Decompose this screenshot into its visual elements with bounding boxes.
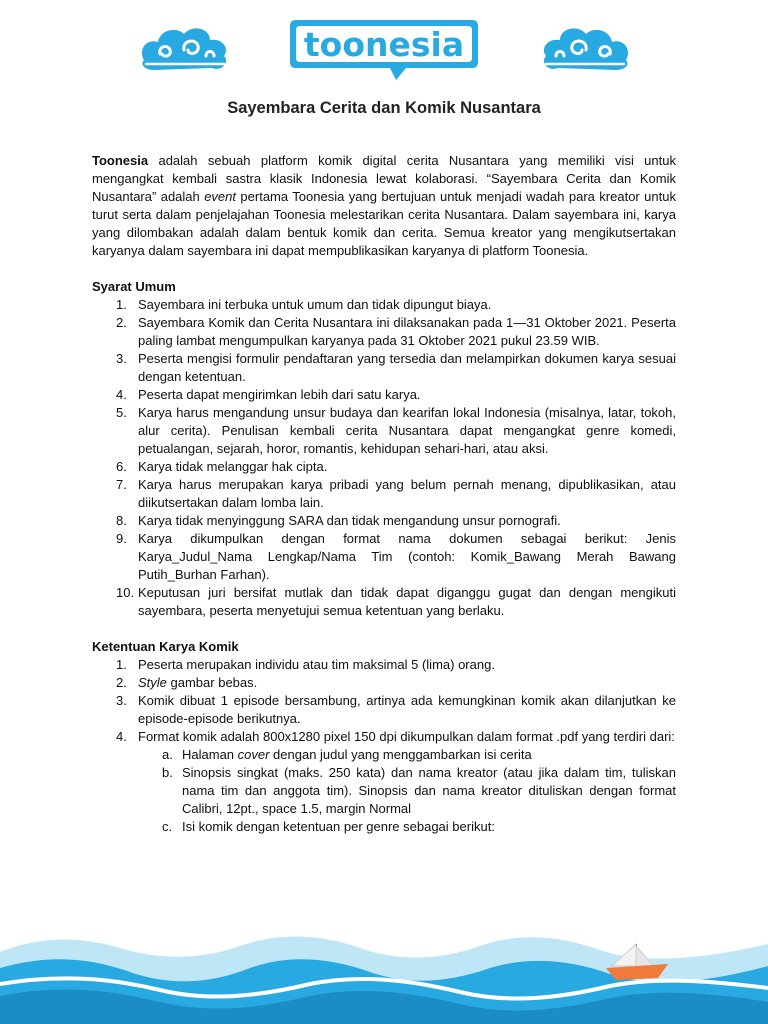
ketentuan-komik-list	[92, 656, 676, 836]
list-number: 2.	[116, 315, 127, 330]
intro-paragraph	[92, 152, 676, 260]
sublist-item	[138, 764, 676, 818]
list-item	[92, 296, 676, 314]
list-item	[92, 476, 676, 512]
list-text: Keputusan juri bersifat mutlak dan tidak dapat diganggu gugat dan dengan mengikuti sayembara, peserta menyetujui semua ketentuan yang berlaku.	[138, 585, 676, 618]
list-item	[92, 458, 676, 476]
sublist-italic-word: cover	[237, 747, 270, 762]
list-item	[92, 584, 676, 620]
list-text: Peserta mengisi formulir pendaftaran yang tersedia dan melampirkan dokumen karya sesuai dengan ketentuan.	[138, 351, 676, 384]
list-text: Format komik adalah 800x1280 pixel 150 dpi dikumpulkan dalam format .pdf yang terdiri dari:	[138, 729, 675, 744]
list-number: 1.	[116, 657, 127, 672]
intro-brand-word: Toonesia	[92, 153, 149, 168]
list-number: 6.	[116, 459, 127, 474]
footer-waves	[0, 918, 768, 1024]
list-item	[92, 674, 676, 692]
sublist-letter: c.	[162, 819, 173, 834]
list-item	[92, 350, 676, 386]
list-item	[92, 692, 676, 728]
list-number: 1.	[116, 297, 127, 312]
list-number: 2.	[116, 675, 127, 690]
list-item	[92, 404, 676, 458]
list-text: Karya tidak melanggar hak cipta.	[138, 459, 328, 474]
list-item	[92, 386, 676, 404]
page-title: Sayembara Cerita dan Komik Nusantara	[227, 99, 541, 117]
list-number: 3.	[116, 693, 127, 708]
sublist-item	[138, 818, 676, 836]
list-text: Karya harus mengandung unsur budaya dan kearifan lokal Indonesia (misalnya, latar, tokoh, alur cerita). Penulisan kembali cerita Nusantara dapat mengangkat genre komedi, petualangan, sejarah, horor, romantis, kehidupan sehari-hari, atau aksi.	[138, 405, 676, 456]
list-item	[92, 512, 676, 530]
cloud-ornament-left-icon	[136, 20, 232, 76]
list-number: 3.	[116, 351, 127, 366]
list-item	[92, 728, 676, 836]
list-text: Komik dibuat 1 episode bersambung, artinya ada kemungkinan komik akan dilanjutkan ke episode-episode berikutnya.	[138, 693, 676, 726]
list-text: Karya dikumpulkan dengan format nama dokumen sebagai berikut: Jenis Karya_Judul_Nama Lengkap/Nama Tim (contoh: Komik_Bawang Merah Bawang Putih_Burhan Farhan).	[138, 531, 676, 582]
wave-front-dark	[0, 989, 768, 1024]
sublist-letter: a.	[162, 747, 173, 762]
sublist-text-pre: Halaman	[182, 747, 238, 762]
intro-part2: pertama Toonesia yang bertujuan untuk menjadi wadah para kreator untuk turut serta dalam penjelajahan Toonesia melestarikan cerita Nusantara. Dalam sayembara ini, karya yang dilombakan adalah dalam bentuk komik dan cerita. Semua kreator yang mengikutsertakan karyanya dalam sayembara ini dapat mempublikasikan karyanya di platform Toonesia.	[92, 189, 676, 258]
list-item	[92, 656, 676, 674]
list-number: 8.	[116, 513, 127, 528]
list-text: Peserta merupakan individu atau tim maksimal 5 (lima) orang.	[138, 657, 495, 672]
intro-event-word: event	[204, 189, 236, 204]
list-text: Sayembara ini terbuka untuk umum dan tidak dipungut biaya.	[138, 297, 492, 312]
intro-part1: adalah sebuah platform komik digital cerita Nusantara yang memiliki visi untuk mengangkat kembali sastra klasik Indonesia lewat kolaborasi. “Sayembara Cerita dan Komik Nusantara” adalah	[92, 153, 676, 204]
list-italic-word: Style	[138, 675, 167, 690]
list-number: 5.	[116, 405, 127, 420]
sublist-text: Isi komik dengan ketentuan per genre sebagai berikut:	[182, 819, 495, 834]
list-item	[92, 314, 676, 350]
list-text: Sayembara Komik dan Cerita Nusantara ini dilaksanakan pada 1—31 Oktober 2021. Peserta paling lambat mengumpulkan karyanya pada 31 Oktober 2021 pukul 23.59 WIB.	[138, 315, 676, 348]
sublist-item	[138, 746, 676, 764]
list-text: Karya harus merupakan karya pribadi yang belum pernah menang, dipublikasikan, atau diikutsertakan dalam lomba lain.	[138, 477, 676, 510]
sublist-text-post: dengan judul yang menggambarkan isi cerita	[269, 747, 532, 762]
header-banner	[0, 8, 768, 88]
ketentuan-komik-heading: Ketentuan Karya Komik	[92, 639, 239, 654]
logo-text: toonesia	[303, 25, 465, 64]
document-body	[92, 152, 676, 836]
syarat-umum-list	[92, 296, 676, 620]
list-text: Karya tidak menyinggung SARA dan tidak mengandung unsur pornografi.	[138, 513, 561, 528]
list-text: gambar bebas.	[166, 675, 258, 690]
list-number: 9.	[116, 531, 127, 546]
format-sublist	[138, 746, 676, 836]
list-item	[92, 530, 676, 584]
list-number: 10.	[116, 585, 135, 600]
syarat-umum-heading: Syarat Umum	[92, 279, 176, 294]
sublist-letter: b.	[162, 765, 173, 780]
list-text: Peserta dapat mengirimkan lebih dari satu karya.	[138, 387, 421, 402]
list-number: 4.	[116, 387, 127, 402]
list-number: 4.	[116, 729, 127, 744]
cloud-ornament-right-icon	[538, 20, 634, 76]
sublist-text: Sinopsis singkat (maks. 250 kata) dan nama kreator (atau jika dalam tim, tuliskan nama tim dan anggota tim). Sinopsis dan nama kreator dituliskan dengan format Calibri, 12pt., space 1.5, margin Normal	[182, 765, 676, 816]
list-number: 7.	[116, 477, 127, 492]
toonesia-logo	[286, 10, 482, 84]
